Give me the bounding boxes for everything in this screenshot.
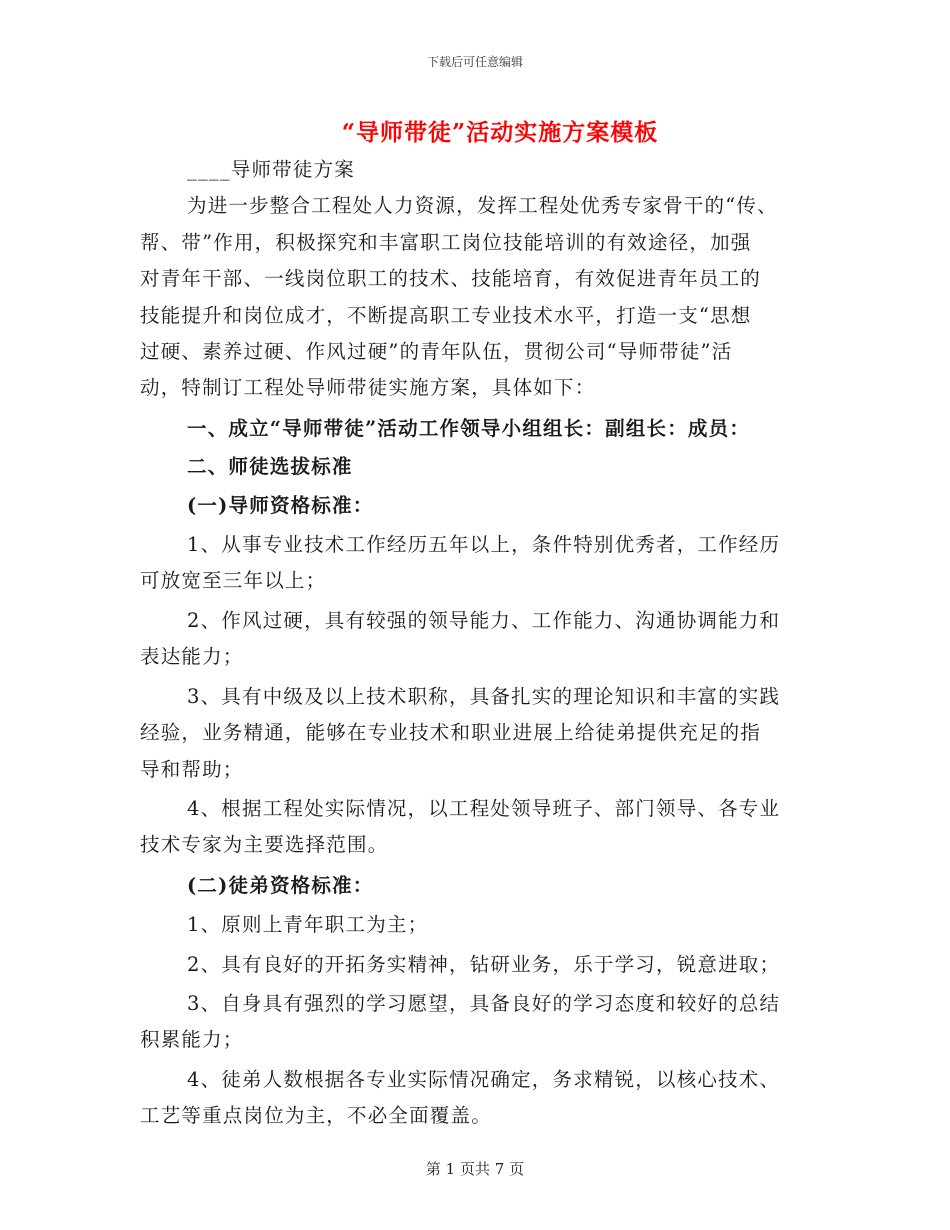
mentor-heading: (一)导师资格标准： <box>187 493 374 517</box>
apprentice-item-line: 4、徒弟人数根据各专业实际情况确定，务求精锐，以核心技术、 <box>187 1067 781 1091</box>
mentor-item-line: 2、作风过硬，具有较强的领导能力、工作能力、沟通协调能力和 <box>187 608 781 632</box>
apprentice-item-line: 3、自身具有强烈的学习愿望，具备良好的学习态度和较好的总结 <box>187 991 781 1015</box>
apprentice-item-line: 1、原则上青年职工为主； <box>187 913 429 937</box>
intro-line: 技能提升和岗位成才，不断提高职工专业技术水平，打造一支“思想 <box>140 303 752 327</box>
apprentice-item-line: 2、具有良好的开拓务实精神，钻研业务，乐于学习，锐意进取； <box>187 952 781 976</box>
section-heading-2: 二、师徒选拔标准 <box>187 455 353 479</box>
document-title: “导师带徒”活动实施方案模板 <box>341 119 659 146</box>
intro-line: 帮、带”作用，积极探究和丰富职工岗位技能培训的有效途径，加强 <box>140 230 752 254</box>
apprentice-item-line: 工艺等重点岗位为主，不必全面覆盖。 <box>140 1104 492 1128</box>
mentor-item-line: 导和帮助； <box>140 757 244 781</box>
apprentice-heading: (二)徒弟资格标准： <box>187 873 374 897</box>
intro-line: 动，特制订工程处导师带徒实施方案，具体如下： <box>140 376 596 400</box>
subtitle-line: ____导师带徒方案 <box>187 158 356 181</box>
mentor-item-line: 可放宽至三年以上； <box>140 569 327 593</box>
mentor-item-line: 3、具有中级及以上技术职称，具备扎实的理论知识和丰富的实践 <box>187 684 781 708</box>
intro-line: 对青年干部、一线岗位职工的技术、技能培育，有效促进青年员工的 <box>140 267 762 291</box>
mentor-item-line: 技术专家为主要选择范围。 <box>140 833 389 857</box>
section-heading-1: 一、成立“导师带徒”活动工作领导小组组长：副组长：成员： <box>187 416 751 440</box>
document-body <box>140 152 810 1135</box>
intro-line: 过硬、素养过硬、作风过硬”的青年队伍，贯彻公司“导师带徒”活 <box>140 340 733 364</box>
page-footer: 第 1 页共 7 页 <box>425 1160 525 1178</box>
mentor-item-line: 经验，业务精通，能够在专业技术和职业进展上给徒弟提供充足的指 <box>140 721 762 745</box>
mentor-item-line: 表达能力； <box>140 645 244 669</box>
mentor-item-line: 1、从事专业技术工作经历五年以上，条件特别优秀者，工作经历 <box>187 533 781 557</box>
mentor-item-line: 4、根据工程处实际情况，以工程处领导班子、部门领导、各专业 <box>187 796 781 820</box>
intro-line: 为进一步整合工程处人力资源，发挥工程处优秀专家骨干的“传、 <box>187 194 778 218</box>
apprentice-item-line: 积累能力； <box>140 1028 244 1052</box>
header-note: 下载后可任意编辑 <box>426 55 523 69</box>
